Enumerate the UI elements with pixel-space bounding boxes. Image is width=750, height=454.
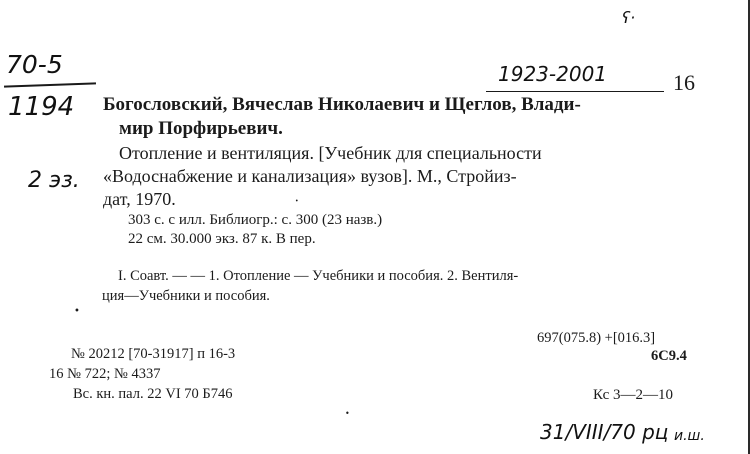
speck-dot: • [345, 409, 350, 418]
bbk-code: 6С9.4 [651, 348, 687, 364]
years-underline [486, 91, 664, 92]
shelf-mark-underline [4, 82, 96, 87]
title-line-2: «Водоснабжение и канализация» вузов]. М., Стройиз- [103, 166, 517, 186]
handwritten-shelf-mark-bottom: 1194 [8, 92, 75, 122]
title-line-3: дат, 1970. [103, 189, 176, 209]
handwritten-initials: и.ш. [674, 428, 705, 444]
udc-code: 697(075.8) +[016.3] [537, 330, 656, 346]
tracings-line-2: ция—Учебники и пособия. [102, 288, 270, 304]
collation-line-1: 303 с. с илл. Библиогр.: с. 300 (23 назв.) [128, 212, 383, 228]
card-number: 16 [673, 70, 695, 95]
registry-line-1: № 20212 [70-31917] п 16-3 [71, 346, 236, 362]
collation-line-2: 22 см. 30.000 экз. 87 к. В пер. [128, 231, 316, 247]
author-heading-line-2: мир Порфирьевич. [119, 118, 283, 139]
handwritten-date: 31/VIII/70 рц [540, 420, 669, 444]
tracings-line-1: I. Соавт. — — 1. Отопление — Учебники и пособия. 2. Вентиля- [118, 268, 519, 284]
speck-dot: • [295, 198, 299, 205]
registry-line-2: 16 № 722; № 4337 [49, 366, 161, 382]
registry-line-3: Вс. кн. пал. 22 VI 70 Б746 [73, 386, 233, 402]
speck-dot: • [74, 306, 80, 317]
author-heading-line-1: Богословский, Вячеслав Николаевич и Щеглов, Влади- [103, 94, 581, 115]
handwritten-shelf-mark-top: 70-5 [6, 50, 63, 79]
handwritten-years: 1923-2001 [498, 62, 608, 86]
price-code: Кс 3—2—10 [593, 387, 674, 403]
handwritten-copies-note: 2 эз. [28, 168, 80, 193]
corner-mark-icon: ʕ· [622, 8, 636, 27]
title-line-1: Отопление и вентиляция. [Учебник для специальности [119, 143, 542, 163]
